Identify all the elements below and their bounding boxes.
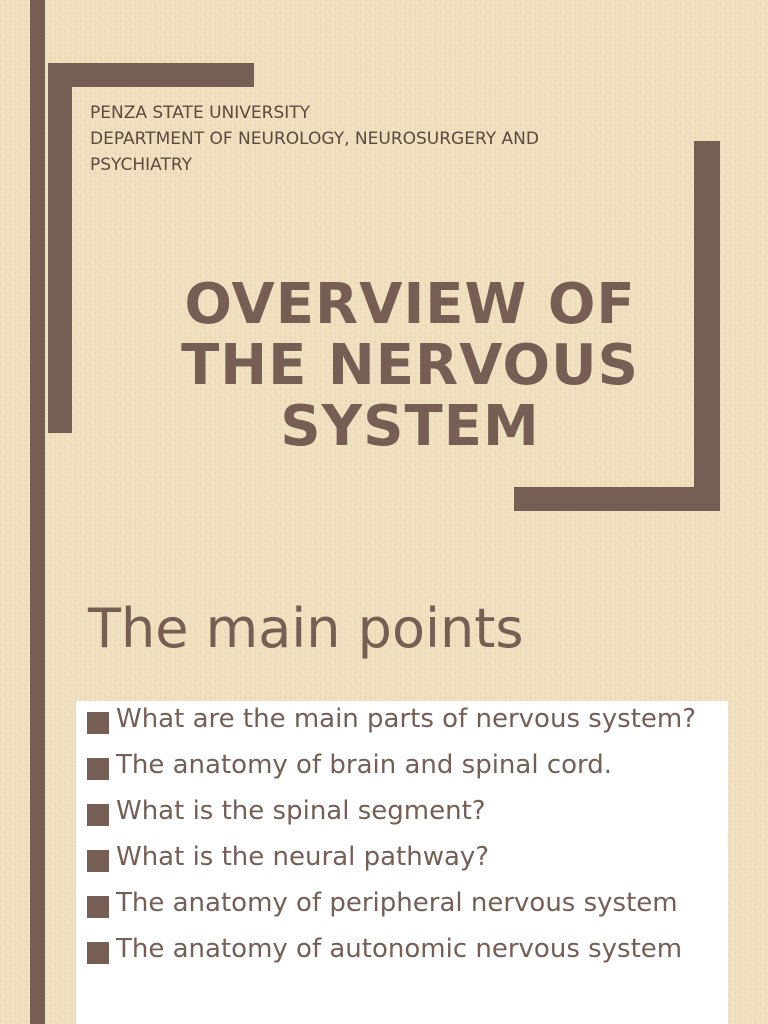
list-item-text: What are the main parts of nervous system? bbox=[116, 704, 697, 734]
square-bullet-icon bbox=[87, 942, 109, 964]
university-name: PENZA STATE UNIVERSITY bbox=[90, 103, 311, 123]
left-vertical-rule bbox=[30, 0, 45, 1024]
slide-title bbox=[130, 274, 690, 457]
square-bullet-icon bbox=[87, 896, 109, 918]
bottom-right-bracket-horizontal bbox=[514, 487, 720, 511]
bottom-right-bracket-vertical bbox=[694, 141, 720, 511]
main-points-list bbox=[76, 702, 728, 978]
square-bullet-icon bbox=[87, 850, 109, 872]
title-line-2: THE NERVOUS bbox=[181, 333, 639, 398]
title-line-3: SYSTEM bbox=[280, 394, 540, 459]
main-points-panel bbox=[76, 701, 728, 1024]
square-bullet-icon bbox=[87, 804, 109, 826]
top-left-bracket-horizontal bbox=[48, 63, 254, 87]
list-item bbox=[76, 702, 728, 737]
list-item bbox=[76, 932, 728, 967]
department-name: DEPARTMENT OF NEUROLOGY, NEUROSURGERY AND bbox=[90, 129, 539, 149]
list-item-text: The anatomy of peripheral nervous system bbox=[116, 888, 678, 918]
title-line-1: OVERVIEW OF bbox=[184, 272, 636, 337]
list-item-text: The anatomy of brain and spinal cord. bbox=[116, 750, 613, 780]
list-item bbox=[76, 748, 728, 783]
department-name-continued: PSYCHIATRY bbox=[90, 155, 192, 175]
list-item bbox=[76, 840, 728, 875]
list-item-text: What is the spinal segment? bbox=[116, 796, 486, 826]
square-bullet-icon bbox=[87, 712, 109, 734]
list-item-text: What is the neural pathway? bbox=[116, 842, 490, 872]
square-bullet-icon bbox=[87, 758, 109, 780]
list-item-text: The anatomy of autonomic nervous system bbox=[116, 934, 683, 964]
list-item bbox=[76, 794, 728, 829]
main-points-heading: The main points bbox=[88, 597, 524, 660]
top-left-bracket-vertical bbox=[48, 63, 72, 433]
institution-block bbox=[90, 100, 650, 178]
list-item bbox=[76, 886, 728, 921]
